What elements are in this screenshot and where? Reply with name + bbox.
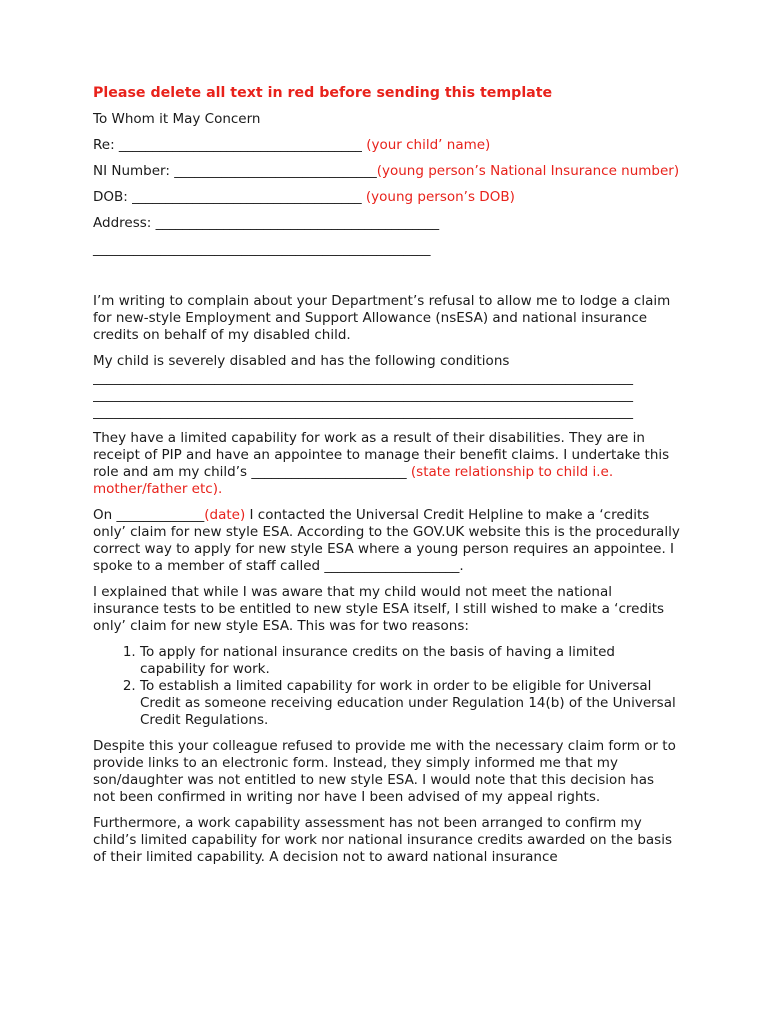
dob-field xyxy=(93,189,680,206)
address-label: Address: xyxy=(93,215,156,231)
staff-blank: ____________________ xyxy=(324,558,460,574)
conditions-block xyxy=(93,353,680,421)
reasons-list xyxy=(93,644,680,729)
paragraph-helpline xyxy=(93,507,680,575)
on-label: On xyxy=(93,507,117,523)
paragraph-refusal: Despite this your colleague refused to provide me with the necessary claim form or to provide links to an electronic form. Instead, they simply informed me that my son/daughter was not entitled to new style ESA. I would note that this decision has not been confirmed in writing nor have I been advised of my appeal rights. xyxy=(93,738,676,805)
dob-blank: __________________________________ xyxy=(132,189,362,205)
paragraph-complaint: I’m writing to complain about your Department’s refusal to allow me to lodge a claim for new-style Employment and Support Allowance (nsESA) and national insurance credits on behalf of my disabled child. xyxy=(93,293,671,343)
dob-hint: (young person’s DOB) xyxy=(361,189,515,205)
dob-label: DOB: xyxy=(93,189,133,205)
capability-text: They have a limited capability for work as a result of their disabilities. They are in receipt of PIP and have an appointee to manage their benefit claims. I undertake this role and am my child’s xyxy=(93,430,670,480)
conditions-line: ________________________________________________________________________________ xyxy=(93,370,633,386)
ni-blank: ______________________________ xyxy=(174,163,377,179)
instruction-heading: Please delete all text in red before sending this template xyxy=(93,85,553,101)
paragraph-capability xyxy=(93,430,680,498)
paragraph-assessment: Furthermore, a work capability assessment has not been arranged to confirm my child’s limited capability for work nor national insurance credits awarded on the basis of their limited capability. A decision not to award national insurance xyxy=(93,815,672,865)
address-field xyxy=(93,215,680,232)
spacer xyxy=(93,267,680,293)
relationship-hint: (state relationship to child i.e. mother/father etc). xyxy=(93,464,614,497)
helpline-end: . xyxy=(459,558,464,574)
conditions-intro: My child is severely disabled and has the following conditions xyxy=(93,353,510,369)
ni-field xyxy=(93,163,680,180)
date-blank: _____________ xyxy=(116,507,205,523)
paragraph-explained: I explained that while I was aware that my child would not meet the national insurance tests to be entitled to new style ESA itself, I still wished to make a ‘credits only’ claim for new style ESA. This was for two reasons: xyxy=(93,584,665,634)
address-blank: __________________________________________ xyxy=(155,215,440,231)
re-label: Re: xyxy=(93,137,119,153)
conditions-line: ________________________________________________________________________________ xyxy=(93,404,633,420)
helpline-text: I contacted the Universal Credit Helpline to make a ‘credits only’ claim for new style ESA. According to the GOV.UK website this is the procedurally correct way to apply for new style ESA where a young person requires an appointee. I spoke to a member of staff called xyxy=(93,507,680,574)
ni-hint: (young person’s National Insurance number) xyxy=(376,163,680,179)
salutation: To Whom it May Concern xyxy=(93,111,261,127)
re-field xyxy=(93,137,680,154)
list-item: 2. To establish a limited capability for work in order to be eligible for Universal Credit as someone receiving education under Regulation 14(b) of the Universal Credit Regulations. xyxy=(140,678,680,729)
re-blank: ____________________________________ xyxy=(118,137,362,153)
address-line-2: __________________________________________________ xyxy=(93,241,431,257)
ni-label: NI Number: xyxy=(93,163,175,179)
list-item: 1. To apply for national insurance credits on the basis of having a limited capability for work. xyxy=(140,644,680,678)
re-hint: (your child’ name) xyxy=(361,137,491,153)
date-hint: (date) xyxy=(204,507,246,523)
relationship-blank: _______________________ xyxy=(251,464,407,480)
conditions-line: ________________________________________________________________________________ xyxy=(93,387,633,403)
